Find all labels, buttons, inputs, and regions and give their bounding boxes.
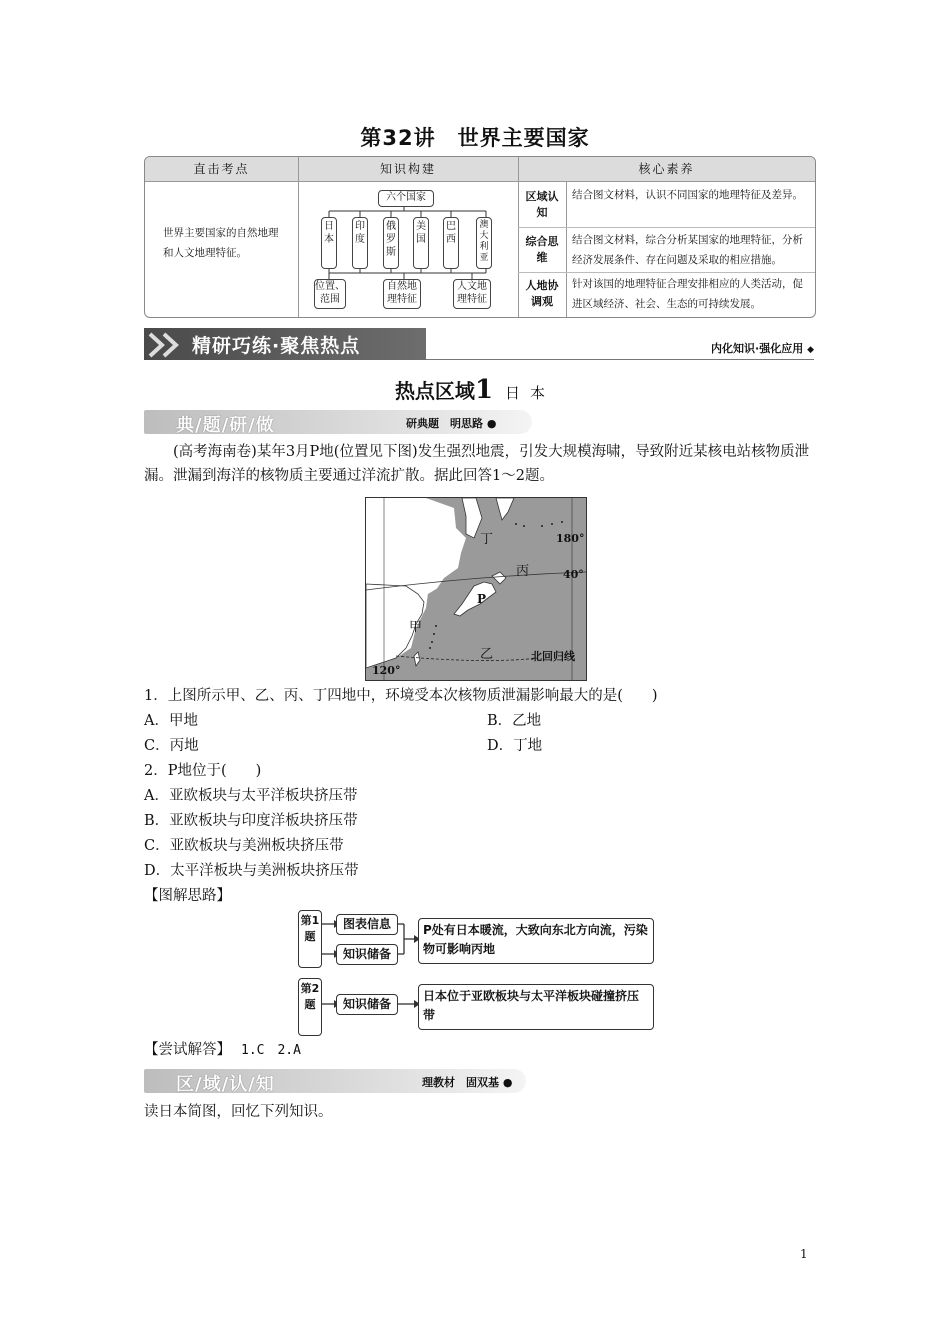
banner-subtitle: 内化知识·强化应用 ◆ [711,342,814,355]
q2-option-b: B．亚欧板块与印度洋板块挤压带 [144,813,358,829]
literacy-label-harmony: 人地协调观 [525,279,559,308]
flow-knowledge-box-1: 知识储备 [336,944,398,965]
q2-stem: 2．P地位于( ) [144,763,262,779]
q1-option-d: D．丁地 [487,738,543,754]
tag-subtitle: 研典题 明思路 ● [406,417,497,430]
east-asia-map [365,497,587,681]
section-banner [144,328,814,362]
flow-chart-info-box: 图表信息 [336,914,398,935]
q1-stem: 1．上图所示甲、乙、丙、丁四地中，环境受本次核物质泄漏影响最大的是( ) [144,688,658,704]
knowledge-overview-table [144,156,816,318]
literacy-label-region: 区域认知 [525,190,559,219]
tag-title-2: 区/域/认/知 [176,1074,275,1095]
col-header-literacy: 核心素养 [518,157,815,182]
flow-answer-2-box: 日本位于亚欧板块与太平洋板块碰撞挤压带 [418,984,654,1030]
flow-q2-label: 第2题 [298,978,322,1036]
country-box-russia: 俄罗斯 [383,217,399,269]
section-heading: 热点区域1 日本 [394,375,556,405]
q2-option-c: C．亚欧板块与美洲板块挤压带 [144,838,344,854]
country-box-japan: 日本 [321,217,337,269]
map-label-ding: 丁 [480,532,494,547]
map-label-yi: 乙 [480,647,494,662]
tag-title: 典/题/研/做 [176,415,275,436]
aspect-box-human: 人文地理特征 [453,279,491,309]
tag-bar-typical-questions [144,410,534,436]
map-label-180: 180° [556,532,585,545]
literacy-text-harmony: 针对该国的地理特征合理安排相应的人类活动，促进区域经济、社会、生态的可持续发展。 [572,278,803,310]
map-label-p: P [477,592,487,606]
map-label-bing: 丙 [516,564,530,579]
country-box-india: 印度 [352,217,368,269]
read-prompt: 读日本简图，回忆下列知识。 [144,1104,333,1120]
q2-option-a: A．亚欧板块与太平洋板块挤压带 [144,788,358,804]
exam-point-text: 世界主要国家的自然地理和人文地理特征。 [163,227,279,259]
answer-values: 1.C 2.A [241,1043,301,1058]
diamond-icon: ◆ [807,345,814,355]
q1-option-b: B．乙地 [487,713,542,729]
banner-title: 精研巧练·聚焦热点 [192,335,361,357]
col-header-exam-point: 直击考点 [145,157,298,182]
question-intro: (高考海南卷)某年3月P地(位置见下图)发生强烈地震，引发大规模海啸，导致附近某核电站核物质泄漏。泄漏到海洋的核物质主要通过洋流扩散。据此回答1～2题。 [144,444,810,484]
thinking-label: 【图解思路】 [144,888,231,904]
tag-subtitle-2: 理教材 固双基 ● [422,1076,513,1089]
chevron-arrows-icon [148,332,188,358]
aspect-box-location: 位置、范围 [314,279,346,309]
country-box-australia: 澳大利亚 [476,217,492,269]
flow-knowledge-box-2: 知识储备 [336,994,398,1015]
literacy-text-synthesis: 结合图文材料，综合分析某国家的地理特征，分析经济发展条件、存在问题及采取的相应措施。 [572,234,803,266]
map-label-120: 120° [372,664,401,677]
map-label-jia: 甲 [409,620,423,635]
aspect-box-physical: 自然地理特征 [383,279,421,309]
country-box-brazil: 巴西 [443,217,459,269]
literacy-text-region: 结合图文材料，认识不同国家的地理特征及差异。 [572,189,803,201]
tag-bar-region-knowledge [144,1069,528,1095]
q1-option-c: C．丙地 [144,738,199,754]
q2-option-d: D．太平洋板块与美洲板块挤压带 [144,863,359,879]
flow-q1-label: 第1题 [298,910,322,968]
q1-option-a: A．甲地 [144,713,198,729]
answer-row [144,1038,301,1063]
map-label-tropic: 北回归线 [531,650,575,663]
country-box-usa: 美国 [413,217,429,269]
map-label-40: 40° [563,568,584,581]
answer-label: 【尝试解答】 [144,1042,231,1058]
tree-root-box: 六个国家 [378,190,434,207]
page-title: 第32讲 世界主要国家 [360,126,590,150]
literacy-label-synthesis: 综合思维 [525,235,559,264]
col-header-knowledge: 知识构建 [298,157,518,182]
page-number: 1 [800,1247,808,1261]
flow-answer-1-box: P处有日本暖流，大致向东北方向流，污染物可影响丙地 [418,918,654,964]
